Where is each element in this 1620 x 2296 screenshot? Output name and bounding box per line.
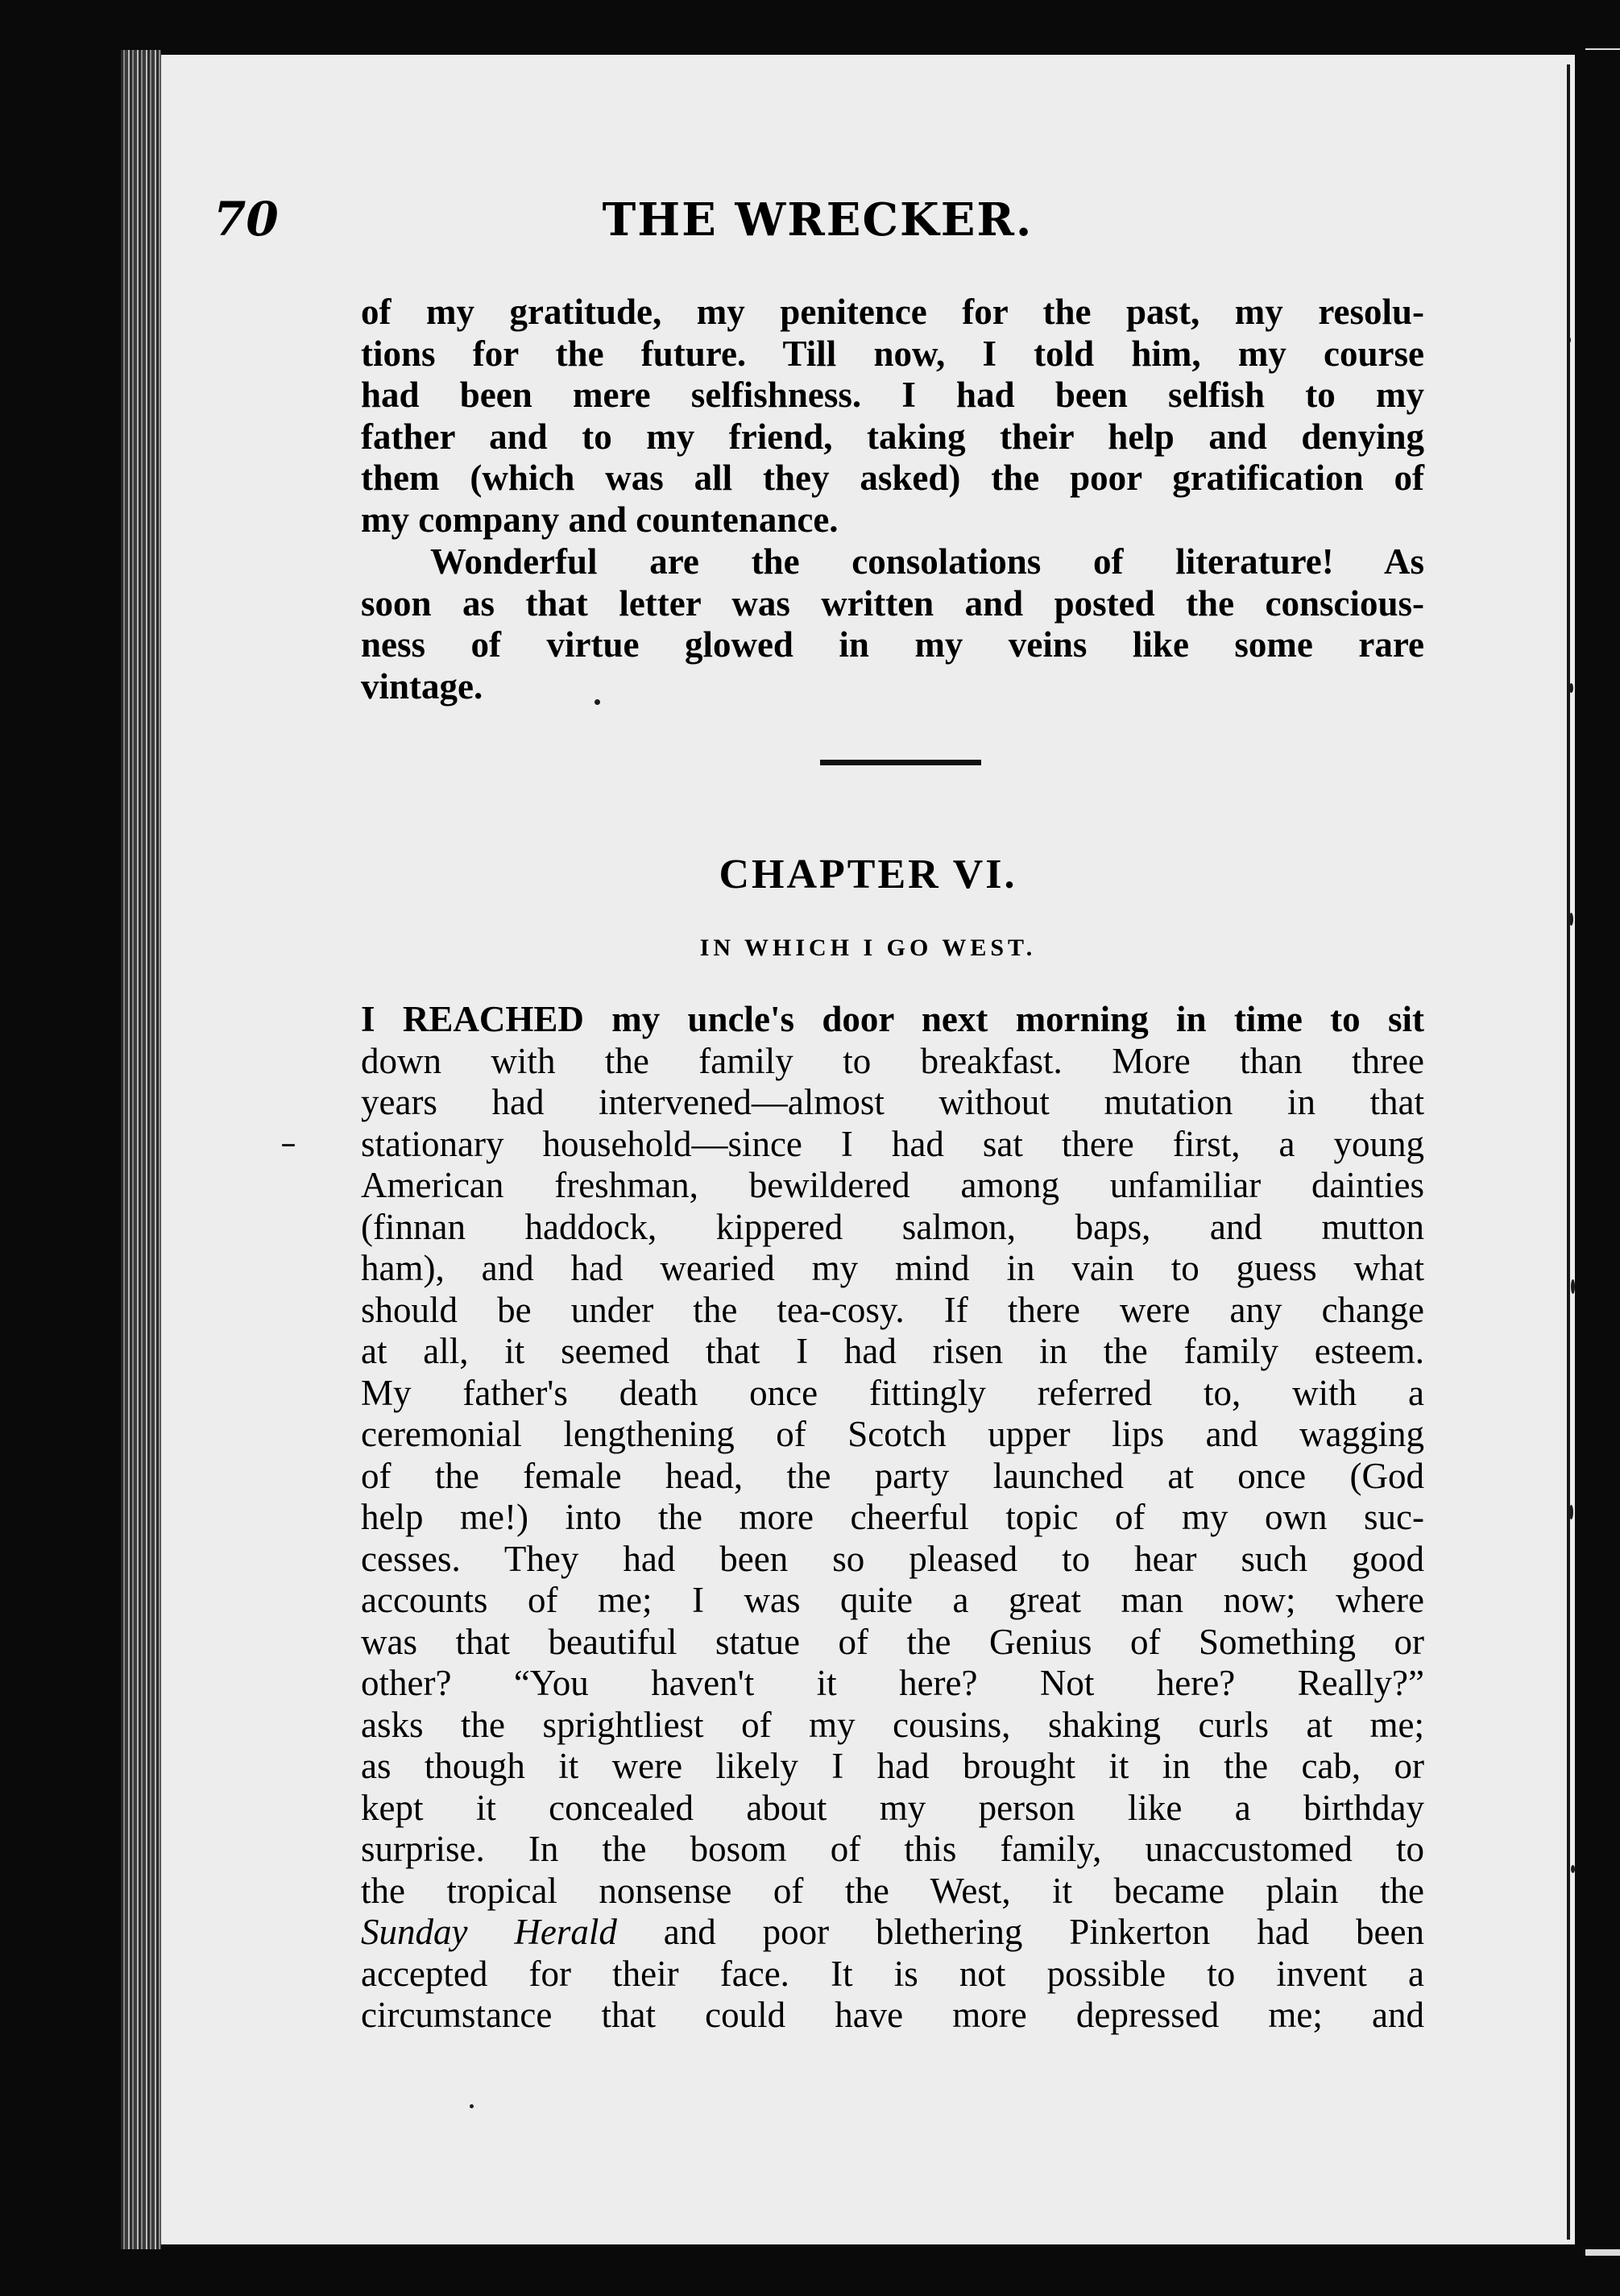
text-line-italic-start — [361, 1912, 1424, 1954]
text-line: kept it concealed about my person like a birthday — [361, 1787, 1424, 1828]
text-line: father and to my friend, taking their help and denying — [361, 416, 1424, 457]
scan-speck — [1569, 683, 1573, 693]
scan-speck — [282, 1144, 295, 1146]
text-line: of my gratitude, my penitence for the past, my resolu- — [361, 292, 1424, 332]
text-line: at all, it seemed that I had risen in the family esteem. — [361, 1331, 1424, 1371]
text-line: accepted for their face. It is not possible to invent a — [361, 1953, 1424, 1994]
running-head — [213, 192, 1422, 256]
text-line: (finnan haddock, kippered salmon, baps, and mutton — [361, 1206, 1424, 1247]
italic-title: Sunday Herald — [361, 1912, 617, 1952]
text-line: the tropical nonsense of the West, it became plain the — [361, 1870, 1424, 1911]
book-title: THE WRECKER. — [602, 193, 1034, 247]
text-line: soon as that letter was written and posted the conscious- — [361, 582, 1424, 624]
text-line: tions for the future. Till now, I told him, my course — [361, 333, 1424, 374]
scan-speck — [1571, 1865, 1575, 1873]
page-gutter-right — [1575, 50, 1620, 2249]
text-line: down with the family to breakfast. More than three — [361, 1040, 1424, 1081]
book-binding-edge — [121, 50, 161, 2249]
text-line: ness of virtue glowed in my veins like some rare — [361, 624, 1424, 665]
chapter-title: CHAPTER VI. — [719, 852, 1017, 897]
paragraph-2 — [361, 541, 1424, 707]
page-edge-line — [1567, 64, 1570, 2240]
text-line: as though it were likely I had brought it in the cab, or — [361, 1746, 1424, 1786]
paragraph-3 — [361, 999, 1424, 2037]
text-line: had been mere selfishness. I had been selfish to my — [361, 375, 1424, 415]
text-line: ceremonial lengthening of Scotch upper lips and wagging — [361, 1414, 1424, 1454]
scan-speck — [470, 2104, 474, 2108]
paragraph-1 — [361, 292, 1424, 541]
text-line: accounts of me; I was quite a great man now; where — [361, 1580, 1424, 1620]
text-line: stationary household—since I had sat there first, a young — [361, 1123, 1424, 1164]
page-number: 70 — [213, 192, 279, 247]
chapter-subtitle: IN WHICH I GO WEST. — [699, 935, 1037, 961]
text-line: years had intervened—almost without mutation in that — [361, 1082, 1424, 1122]
text-line: asks the sprightliest of my cousins, shaking curls at me; — [361, 1704, 1424, 1745]
scan-speck — [1569, 1505, 1573, 1519]
text-line: was that beautiful statue of the Genius of Something or — [361, 1621, 1424, 1662]
text-line: should be under the tea-cosy. If there were any change — [361, 1289, 1424, 1330]
text-line-opening — [361, 999, 1424, 1041]
section-divider-rule — [820, 760, 981, 765]
opening-line-rest: my uncle's door next morning in time to sit — [583, 999, 1424, 1039]
text-line: my company and countenance. — [361, 499, 839, 540]
scan-speck — [595, 699, 600, 705]
opening-word: I REACHED — [361, 999, 584, 1039]
text-line: vintage. — [361, 665, 483, 707]
scan-speck — [1569, 913, 1573, 926]
text-line: them (which was all they asked) the poor gratification of — [361, 458, 1424, 498]
italic-line-rest: and poor blethering Pinkerton had been — [616, 1912, 1424, 1952]
text-line: circumstance that could have more depressed me; and — [361, 1995, 1424, 2035]
text-line: other? “You haven't it here? Not here? Really?” — [361, 1663, 1424, 1703]
text-line: of the female head, the party launched at once (God — [361, 1455, 1424, 1496]
text-line: help me!) into the more cheerful topic of my own suc- — [361, 1497, 1424, 1537]
scan-speck — [1567, 337, 1571, 343]
text-line: American freshman, bewildered among unfamiliar dainties — [361, 1165, 1424, 1205]
scan-speck — [1571, 1279, 1575, 1294]
text-line: surprise. In the bosom of this family, unaccustomed to — [361, 1829, 1424, 1869]
text-line: cesses. They had been so pleased to hear such good — [361, 1538, 1424, 1579]
text-line: ham), and had wearied my mind in vain to guess what — [361, 1248, 1424, 1288]
text-line: Wonderful are the consolations of literature! As — [430, 541, 1424, 582]
text-line: My father's death once fittingly referred to, with a — [361, 1372, 1424, 1413]
